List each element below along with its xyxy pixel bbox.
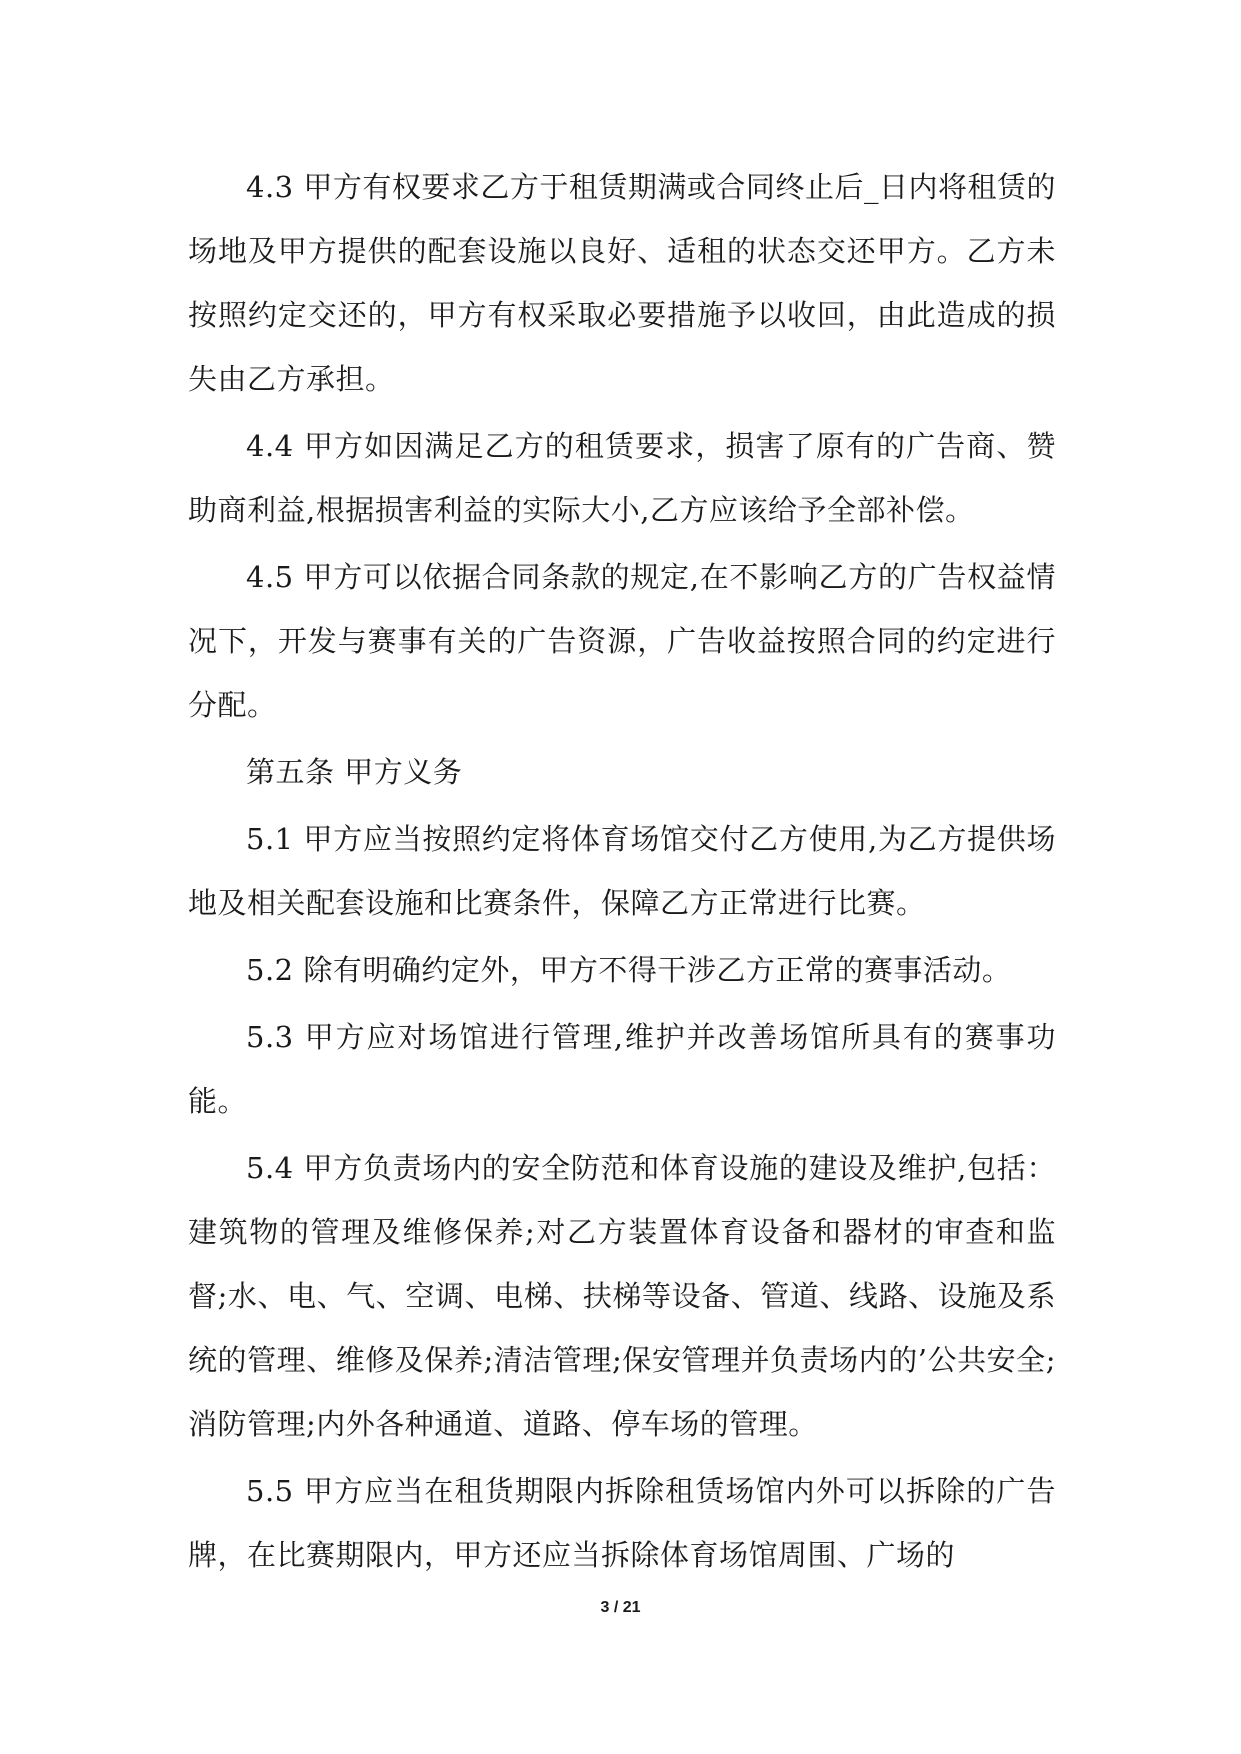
section-heading-article-5: 第五条 甲方义务 — [246, 755, 463, 789]
paragraph-5-5: 5.5 甲方应当在租货期限内拆除租赁场馆内外可以拆除的广告牌，在比赛期限内，甲方还应当拆除体育场馆周围、广场的 — [188, 1474, 1056, 1572]
paragraph-4-3: 4.3 甲方有权要求乙方于租赁期满或合同终止后_日内将租赁的场地及甲方提供的配套设施以良好、适租的状态交还甲方。乙方未按照约定交还的，甲方有权采取必要措施予以收回，由此造成的损失由乙方承担。 — [188, 170, 1056, 396]
paragraph-5-2: 5.2 除有明确约定外，甲方不得干涉乙方正常的赛事活动。 — [246, 953, 1012, 987]
paragraph-4-4: 4.4 甲方如因满足乙方的租赁要求，损害了原有的广告商、赞助商利益,根据损害利益的实际大小,乙方应该给予全部补偿。 — [188, 429, 1056, 527]
paragraph-5-1: 5.1 甲方应当按照约定将体育场馆交付乙方使用,为乙方提供场地及相关配套设施和比赛条件，保障乙方正常进行比赛。 — [188, 822, 1056, 920]
paragraph-5-3: 5.3 甲方应对场馆进行管理,维护并改善场馆所具有的赛事功能。 — [188, 1020, 1056, 1118]
page-number: 3 / 21 — [600, 1599, 641, 1616]
document-body — [188, 155, 1056, 1587]
paragraph-5-4: 5.4 甲方负责场内的安全防范和体育设施的建设及维护,包括：建筑物的管理及维修保养;对乙方装置体育设备和器材的审查和监督;水、电、气、空调、电梯、扶梯等设备、管道、线路、设施及系统的管理、维修及保养;清洁管理;保安管理并负责场内的’公共安全;消防管理;内外各种通道、道路、停车场的管理。 — [188, 1151, 1056, 1441]
paragraph-4-5: 4.5 甲方可以依据合同条款的规定,在不影响乙方的广告权益情况下，开发与赛事有关的广告资源，广告收益按照合同的约定进行分配。 — [188, 560, 1056, 722]
